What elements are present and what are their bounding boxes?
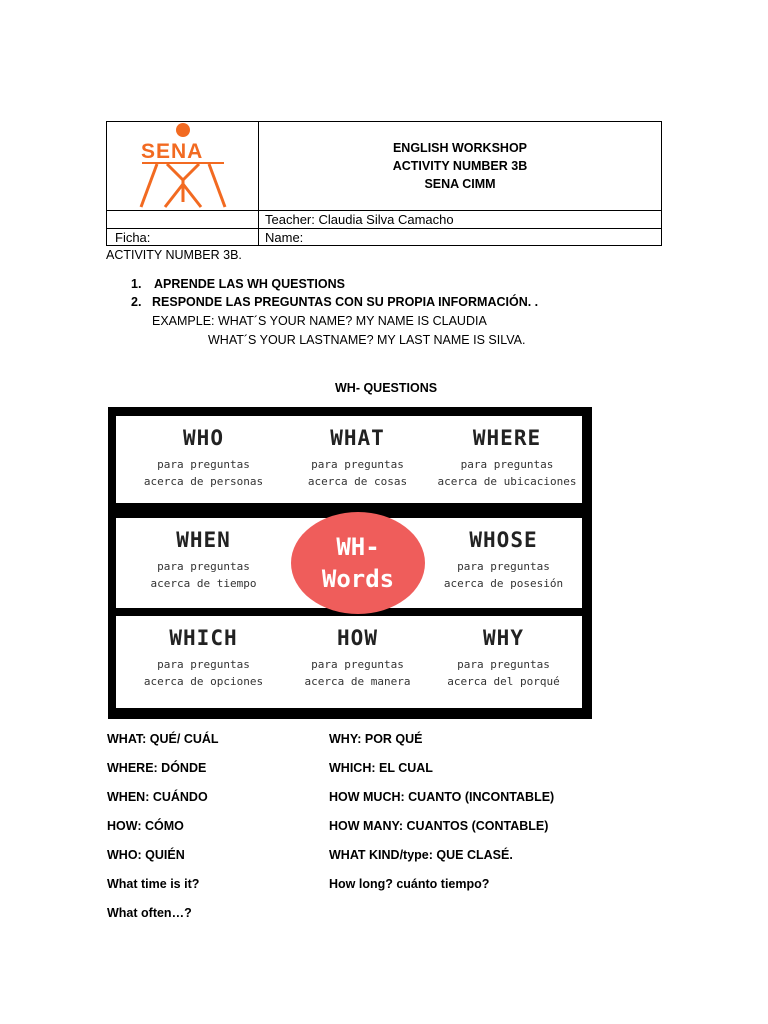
vocab-right-item: How long? cuánto tiempo? [329, 877, 490, 891]
vocab-left-item: WHEN: CUÁNDO [107, 790, 208, 804]
instruction-2-text: RESPONDE LAS PREGUNTAS CON SU PROPIA INFORMACIÓN. . [152, 295, 539, 309]
wh-card-who [126, 416, 281, 490]
vocab-left-item: WHERE: DÓNDE [107, 761, 207, 775]
title-line: ACTIVITY NUMBER 3B [392, 159, 528, 173]
vocab-left-item: WHAT: QUÉ/ CUÁL [107, 732, 219, 746]
instruction-1-num: 1. [131, 277, 142, 291]
ficha-label: Ficha: [107, 229, 259, 246]
wh-desc: para preguntas [457, 658, 550, 671]
vocab-right-item: WHAT KIND/type: QUE CLASÉ. [329, 848, 513, 862]
wh-words-graphic [108, 407, 592, 719]
wh-row-3 [116, 616, 582, 708]
center-line-1: WH- [336, 533, 380, 561]
teacher-row [107, 210, 661, 228]
wh-word: WHO [183, 426, 224, 450]
wh-word: WHOSE [469, 528, 538, 552]
wh-desc: acerca de ubicaciones [437, 475, 577, 488]
wh-word: WHERE [472, 426, 542, 450]
vocab-left-item: HOW: CÓMO [107, 819, 184, 833]
vocab-left-item: WHO: QUIÉN [107, 848, 185, 862]
title-line: SENA CIMM [424, 177, 496, 191]
wh-desc: acerca de opciones [143, 675, 264, 688]
wh-desc: para preguntas [157, 658, 250, 671]
wh-desc: para preguntas [460, 458, 554, 471]
wh-desc: acerca de tiempo [150, 577, 257, 590]
wh-desc: acerca de cosas [307, 475, 408, 488]
wh-desc: acerca de personas [143, 475, 264, 488]
wh-card-which [126, 616, 281, 690]
wh-row-2 [116, 518, 582, 608]
logo-cell [107, 122, 259, 210]
wh-desc: acerca de posesión [443, 577, 564, 590]
name-label: Name: [265, 230, 304, 245]
wh-card-when [126, 518, 281, 592]
wh-card-what [280, 416, 435, 490]
example-line-1: EXAMPLE: WHAT´S YOUR NAME? MY NAME IS CLAUDIA [152, 314, 487, 328]
wh-word: WHY [483, 626, 524, 650]
wh-desc: acerca de manera [304, 675, 411, 688]
wh-word: WHICH [169, 626, 238, 650]
wh-card-why [426, 616, 581, 690]
vocab-right-item: WHICH: EL CUAL [329, 761, 433, 775]
teacher-label: Teacher: Claudia Silva Camacho [265, 212, 454, 227]
center-line-2: Words [321, 565, 395, 593]
example-line-2: WHAT´S YOUR LASTNAME? MY LAST NAME IS SILVA. [208, 333, 526, 347]
sena-logo-icon [107, 122, 259, 210]
wh-desc: para preguntas [157, 560, 250, 573]
wh-words-center-badge [291, 512, 425, 614]
vocab-right-item: WHY: POR QUÉ [329, 732, 423, 746]
header-table [106, 121, 662, 246]
title-line: ENGLISH WORKSHOP [392, 141, 528, 155]
wh-desc: para preguntas [157, 458, 250, 471]
wh-desc: acerca del porqué [447, 675, 560, 688]
instruction-1-text: APRENDE LAS WH QUESTIONS [154, 277, 345, 291]
wh-word: HOW [337, 626, 378, 650]
vocab-left-item: What time is it? [107, 877, 200, 891]
instruction-2-num: 2. [131, 295, 142, 309]
wh-desc: para preguntas [457, 560, 550, 573]
wh-row-1 [116, 416, 582, 503]
wh-desc: para preguntas [311, 658, 404, 671]
section-title: WH- QUESTIONS [335, 381, 438, 395]
vocab-right-item: HOW MANY: CUANTOS (CONTABLE) [329, 819, 549, 833]
wh-desc: para preguntas [311, 458, 404, 471]
wh-word: WHEN [176, 528, 231, 552]
wh-card-whose [426, 518, 581, 592]
activity-label: ACTIVITY NUMBER 3B. [106, 248, 242, 262]
wh-card-where [422, 416, 592, 490]
vocab-right-item: HOW MUCH: CUANTO (INCONTABLE) [329, 790, 555, 804]
logo-text: SENA [141, 140, 204, 163]
header-title [259, 122, 661, 210]
wh-card-how [280, 616, 435, 690]
vocab-left-item: What often…? [107, 906, 192, 920]
ficha-name-row [107, 228, 661, 246]
wh-word: WHAT [330, 426, 385, 450]
